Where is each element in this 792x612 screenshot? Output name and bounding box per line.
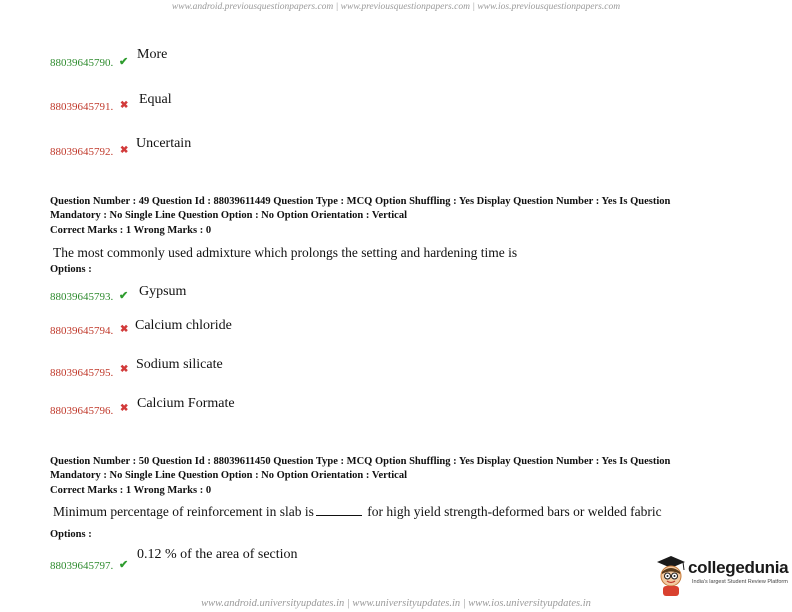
collegedunia-logo <box>654 552 789 598</box>
cross-icon: ✖ <box>120 324 129 335</box>
q50-meta <box>50 455 670 498</box>
option-text: Gypsum <box>139 284 187 299</box>
cross-icon: ✖ <box>120 364 129 375</box>
option-id: 88039645790. <box>50 57 114 69</box>
page-footer-watermark: www.android.universityupdates.in | www.universityupdates.in | www.ios.universityupdates.in <box>201 598 591 609</box>
cross-icon: ✖ <box>120 403 129 414</box>
logo-wordmark: collegedunia <box>688 558 789 577</box>
q49-question-text: The most commonly used admixture which prolongs the setting and hardening time is <box>53 245 518 260</box>
option-text: More <box>137 47 168 62</box>
option-id: 88039645796. <box>50 405 114 417</box>
logo-tagline: India's largest Student Review Platform <box>692 579 788 585</box>
q50-options-label: Options : <box>50 529 92 540</box>
q49-meta <box>50 195 670 238</box>
q50-question-part1: Minimum percentage of reinforcement in slab is <box>53 504 314 519</box>
q50-meta-line1: Question Number : 50 Question Id : 88039611450 Question Type : MCQ Option Shuffling : Yes Display Question Number : Yes Is Question <box>50 456 671 467</box>
option-id: 88039645793. <box>50 291 114 303</box>
checkmark-icon: ✔ <box>119 559 129 571</box>
page-header-watermark: www.android.previousquestionpapers.com | www.previousquestionpapers.com | www.ios.previousquestionpapers.com <box>171 2 621 12</box>
graduate-mascot-icon <box>654 552 688 598</box>
cross-icon: ✖ <box>120 100 129 111</box>
option-id: 88039645795. <box>50 367 114 379</box>
option-id: 88039645792. <box>50 146 114 158</box>
q50-question-text <box>53 504 662 520</box>
cross-icon: ✖ <box>120 145 129 156</box>
option-text: Calcium Formate <box>137 396 235 411</box>
checkmark-icon: ✔ <box>119 56 129 68</box>
option-id: 88039645797. <box>50 560 114 572</box>
q49-marks: Correct Marks : 1 Wrong Marks : 0 <box>50 225 212 236</box>
option-id: 88039645794. <box>50 325 114 337</box>
q50-meta-line2: Mandatory : No Single Line Question Option : No Option Orientation : Vertical <box>50 469 408 481</box>
q50-marks: Correct Marks : 1 Wrong Marks : 0 <box>50 485 212 496</box>
option-id: 88039645791. <box>50 101 114 113</box>
option-text: Sodium silicate <box>136 357 223 372</box>
option-text: Equal <box>139 92 172 107</box>
q50-question-part2: for high yield strength-deformed bars or welded fabric <box>367 504 662 519</box>
option-text: 0.12 % of the area of section <box>137 547 298 562</box>
q49-options-label: Options : <box>50 264 92 275</box>
checkmark-icon: ✔ <box>119 290 129 302</box>
q49-meta-line2: Mandatory : No Single Line Question Option : No Option Orientation : Vertical <box>50 209 408 221</box>
q49-meta-line1: Question Number : 49 Question Id : 88039611449 Question Type : MCQ Option Shuffling : Yes Display Question Number : Yes Is Question <box>50 196 671 207</box>
option-text: Uncertain <box>136 136 192 151</box>
fill-blank <box>316 515 362 516</box>
option-text: Calcium chloride <box>135 318 232 333</box>
